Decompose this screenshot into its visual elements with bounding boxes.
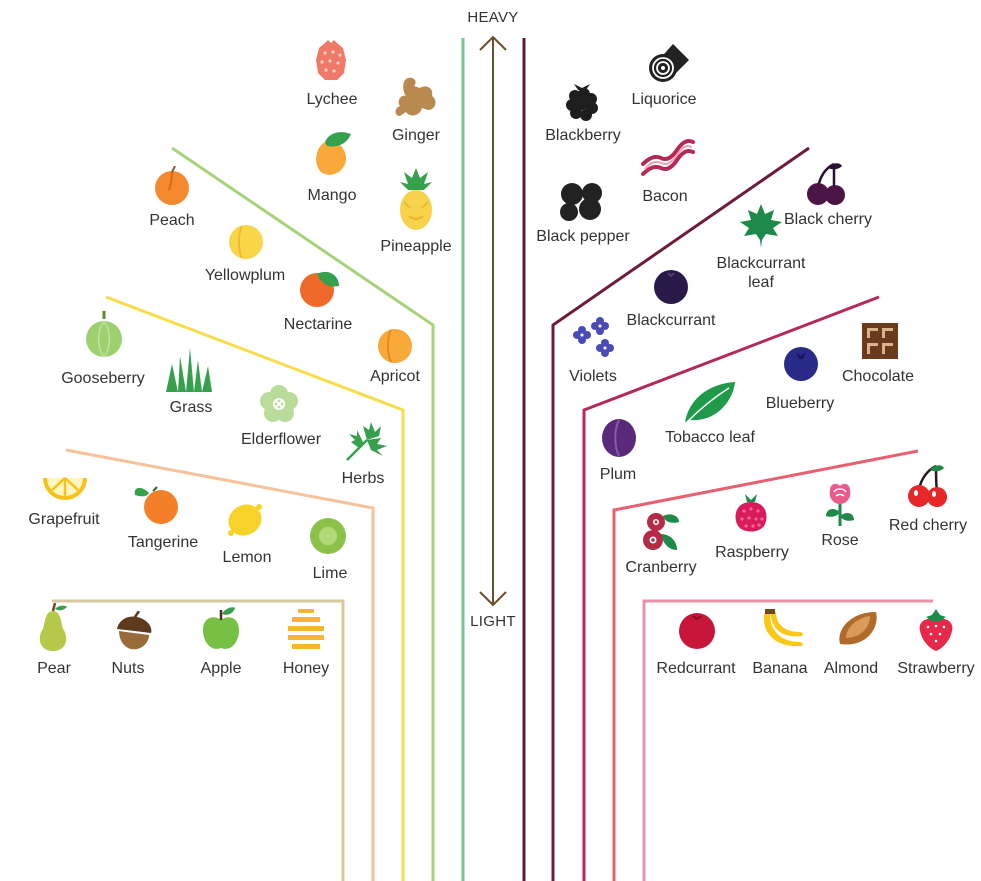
rose-icon bbox=[822, 482, 858, 526]
mango-icon bbox=[311, 130, 353, 178]
raspberry-label: Raspberry bbox=[715, 544, 789, 561]
ginger-label: Ginger bbox=[391, 127, 441, 144]
plum-icon bbox=[600, 418, 638, 458]
gooseberry-icon bbox=[85, 311, 123, 359]
axis-label-heavy: HEAVY bbox=[467, 9, 519, 26]
lime-label: Lime bbox=[312, 565, 348, 582]
red-cherry-icon bbox=[908, 462, 948, 508]
apricot-icon bbox=[377, 328, 413, 364]
black-cherry-label: Black cherry bbox=[783, 211, 873, 228]
honey-label: Honey bbox=[282, 660, 330, 677]
herbs-label: Herbs bbox=[341, 470, 385, 487]
redcurrant-label: Redcurrant bbox=[656, 660, 736, 677]
raspberry-icon bbox=[733, 492, 769, 536]
heavy-light-arrow bbox=[480, 37, 506, 605]
blackcurrant-label: Blackcurrant bbox=[626, 312, 716, 329]
plum-label: Plum bbox=[599, 466, 637, 483]
banana-icon bbox=[760, 608, 806, 652]
violets-icon bbox=[572, 317, 618, 359]
almond-label: Almond bbox=[823, 660, 879, 677]
strawberry-icon bbox=[918, 609, 954, 651]
mango-label: Mango bbox=[307, 187, 357, 204]
pineapple-icon bbox=[398, 168, 434, 232]
elderflower-icon bbox=[260, 385, 298, 423]
tobacco-leaf-label: Tobacco leaf bbox=[665, 429, 755, 446]
blackcurrant-leaf-icon bbox=[740, 204, 782, 248]
black-pepper-label: Black pepper bbox=[536, 228, 630, 245]
nuts-label: Nuts bbox=[111, 660, 145, 677]
nuts-icon bbox=[113, 611, 155, 653]
nectarine-icon bbox=[299, 266, 341, 308]
honey-icon bbox=[284, 609, 328, 651]
blueberry-icon bbox=[783, 346, 819, 382]
tangerine-label: Tangerine bbox=[127, 534, 199, 551]
blackcurrant-icon bbox=[653, 269, 689, 305]
violets-label: Violets bbox=[569, 368, 617, 385]
tobacco-leaf-icon bbox=[683, 380, 737, 424]
nectarine-label: Nectarine bbox=[283, 316, 353, 333]
gooseberry-label: Gooseberry bbox=[61, 370, 145, 387]
pineapple-label: Pineapple bbox=[380, 238, 452, 255]
peach-label: Peach bbox=[149, 212, 195, 229]
grass-icon bbox=[166, 348, 214, 392]
elderflower-label: Elderflower bbox=[240, 431, 322, 448]
tangerine-icon bbox=[133, 483, 183, 525]
branch-line-yellow bbox=[106, 297, 403, 881]
yellowplum-label: Yellowplum bbox=[204, 267, 286, 284]
axis-label-light: LIGHT bbox=[470, 613, 516, 630]
liquorice-icon bbox=[647, 40, 691, 84]
cranberry-icon bbox=[641, 512, 681, 552]
almond-icon bbox=[836, 610, 880, 648]
grapefruit-icon bbox=[41, 476, 89, 500]
red-cherry-label: Red cherry bbox=[888, 517, 968, 534]
lychee-icon bbox=[313, 40, 349, 82]
lychee-label: Lychee bbox=[306, 91, 358, 108]
cranberry-label: Cranberry bbox=[625, 559, 697, 576]
grapefruit-label: Grapefruit bbox=[28, 511, 100, 528]
chocolate-icon bbox=[862, 323, 898, 359]
yellowplum-icon bbox=[228, 224, 264, 260]
branch-line-green bbox=[169, 148, 433, 881]
peach-icon bbox=[153, 166, 191, 206]
pear-label: Pear bbox=[37, 660, 71, 677]
bacon-label: Bacon bbox=[642, 188, 688, 205]
liquorice-label: Liquorice bbox=[631, 91, 697, 108]
black-pepper-icon bbox=[556, 181, 606, 221]
apricot-label: Apricot bbox=[370, 368, 420, 385]
black-cherry-icon bbox=[806, 162, 846, 206]
bacon-icon bbox=[639, 136, 697, 180]
grass-label: Grass bbox=[169, 399, 213, 416]
blackberry-icon bbox=[564, 78, 600, 122]
apple-label: Apple bbox=[200, 660, 242, 677]
lemon-icon bbox=[224, 500, 266, 540]
rose-label: Rose bbox=[821, 532, 859, 549]
blackcurrant-leaf-label: Blackcurrant leaf bbox=[716, 255, 806, 291]
ginger-icon bbox=[392, 76, 440, 120]
banana-label: Banana bbox=[752, 660, 808, 677]
blackberry-label: Blackberry bbox=[545, 127, 621, 144]
lemon-label: Lemon bbox=[222, 549, 272, 566]
pear-icon bbox=[35, 603, 71, 653]
blueberry-label: Blueberry bbox=[765, 395, 835, 412]
strawberry-label: Strawberry bbox=[897, 660, 975, 677]
redcurrant-icon bbox=[678, 612, 716, 650]
lime-icon bbox=[307, 515, 349, 557]
herbs-icon bbox=[345, 420, 389, 462]
chocolate-label: Chocolate bbox=[841, 368, 915, 385]
apple-icon bbox=[201, 606, 241, 652]
